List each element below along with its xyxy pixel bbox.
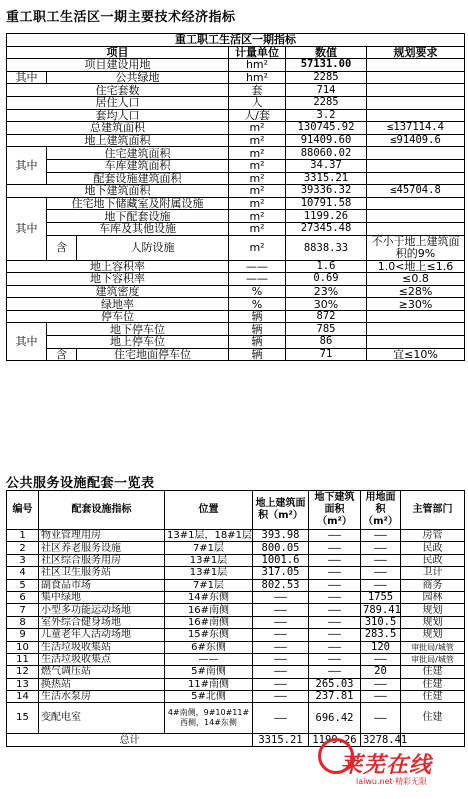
row-value: 714: [286, 84, 367, 97]
table-row: [7, 554, 465, 566]
row-label: 地下建筑面积: [7, 185, 229, 198]
row-below-area: ——: [309, 616, 361, 628]
row-above-area: ——: [253, 641, 309, 653]
table-row: [7, 348, 465, 361]
row-land-area: ——: [361, 653, 401, 665]
watermark-brand: 莱芜在线: [340, 753, 433, 778]
row-label: 居住人口: [7, 96, 229, 109]
total-land-area: 3278.41: [361, 734, 401, 746]
table-row: [7, 530, 465, 542]
row-value: 872: [286, 310, 367, 323]
row-value: 91409.60: [286, 134, 367, 147]
row-facility: 燃气调压站: [39, 666, 165, 678]
row-no: 10: [7, 641, 39, 653]
row-value: 1199.26: [286, 210, 367, 223]
col-header-below-area: 地下建筑面积（m²）: [309, 491, 361, 530]
row-unit: 辆: [229, 323, 286, 336]
row-no: 11: [7, 653, 39, 665]
table-row: [7, 210, 465, 223]
row-below-area: 265.03: [309, 678, 361, 690]
row-label: 公共绿地: [47, 71, 229, 84]
table-row: [7, 122, 465, 135]
row-value: 0.69: [286, 273, 367, 286]
table-row: [7, 159, 465, 172]
row-facility: 换热站: [39, 678, 165, 690]
row-above-area: 802.53: [253, 579, 309, 591]
row-value: 30%: [286, 298, 367, 311]
table-row: [7, 323, 465, 336]
row-land-area: ——: [361, 579, 401, 591]
row-no: 14: [7, 691, 39, 703]
row-below-area: ——: [309, 579, 361, 591]
row-unit: %: [229, 285, 286, 298]
public-services-table: [6, 490, 465, 747]
row-requirement: ≤137114.4: [367, 122, 465, 135]
row-department: 房管: [401, 530, 465, 542]
row-requirement: ≤0.8: [367, 273, 465, 286]
row-unit: m²: [229, 122, 286, 135]
row-unit: %: [229, 298, 286, 311]
group-label: 其中: [7, 147, 47, 185]
table-row: [7, 691, 465, 703]
row-label: 地下容积率: [7, 273, 229, 286]
row-unit: m²: [229, 197, 286, 210]
row-label: 停车位: [7, 310, 229, 323]
row-location: ——: [165, 653, 253, 665]
row-below-area: ——: [309, 554, 361, 566]
table-row: [7, 71, 465, 84]
row-requirement: [367, 71, 465, 84]
table-row: [7, 629, 465, 641]
row-unit: ——: [229, 260, 286, 273]
public-services-body: [7, 530, 465, 734]
row-label: 地下停车位: [47, 323, 229, 336]
col-header-item: 项目: [7, 46, 229, 59]
row-unit: m²: [229, 147, 286, 160]
row-no: 6: [7, 591, 39, 603]
row-label: 人防设施: [77, 235, 229, 260]
table-row: [7, 298, 465, 311]
row-below-area: ——: [309, 604, 361, 616]
row-department: 规划: [401, 616, 465, 628]
total-below-area: 1199.26: [309, 734, 361, 746]
row-facility: 物业管理用房: [39, 530, 165, 542]
row-value: 2285: [286, 71, 367, 84]
row-requirement: ≤28%: [367, 285, 465, 298]
row-requirement: [367, 210, 465, 223]
table-row: [7, 666, 465, 678]
row-requirement: [367, 323, 465, 336]
row-unit: ——: [229, 273, 286, 286]
row-no: 1: [7, 530, 39, 542]
group-label: 其中: [7, 323, 47, 361]
row-department: 规划: [401, 604, 465, 616]
row-unit: hm²: [229, 59, 286, 72]
table-row: [7, 185, 465, 198]
row-no: 15: [7, 703, 39, 734]
row-below-area: 696.42: [309, 703, 361, 734]
row-no: 2: [7, 542, 39, 554]
row-label: 住宅地面停车位: [77, 348, 229, 361]
row-value: 2285: [286, 96, 367, 109]
row-requirement: [367, 159, 465, 172]
row-department: 规划: [401, 629, 465, 641]
table-row: [7, 197, 465, 210]
row-value: 27345.48: [286, 222, 367, 235]
row-value: 10791.58: [286, 197, 367, 210]
row-requirement: [367, 59, 465, 72]
table-row: [7, 134, 465, 147]
row-below-area: ——: [309, 666, 361, 678]
row-above-area: ——: [253, 666, 309, 678]
row-above-area: ——: [253, 678, 309, 690]
row-department: 商务: [401, 579, 465, 591]
row-value: 23%: [286, 285, 367, 298]
row-land-area: 20: [361, 666, 401, 678]
table-row: [7, 591, 465, 603]
row-above-area: ——: [253, 691, 309, 703]
row-above-area: ——: [253, 591, 309, 603]
table-row: [7, 59, 465, 72]
row-label: 建筑密度: [7, 285, 229, 298]
row-facility: 生活水泵房: [39, 691, 165, 703]
row-facility: 社区养老服务设施: [39, 542, 165, 554]
row-below-area: ——: [309, 530, 361, 542]
row-department: 卫计: [401, 567, 465, 579]
row-unit: 人: [229, 96, 286, 109]
row-facility: 生活垃圾收集点: [39, 653, 165, 665]
row-requirement: [367, 222, 465, 235]
row-value: 1.6: [286, 260, 367, 273]
row-unit: 套: [229, 84, 286, 97]
table-row: [7, 260, 465, 273]
table-row: [7, 273, 465, 286]
table-row: [7, 604, 465, 616]
row-below-area: ——: [309, 542, 361, 554]
row-label: 地上容积率: [7, 260, 229, 273]
col-header-land-area: 用地面积（m²）: [361, 491, 401, 530]
col-header-no: 编号: [7, 491, 39, 530]
row-department: 住建: [401, 691, 465, 703]
row-above-area: 800.05: [253, 542, 309, 554]
table-row: [7, 310, 465, 323]
table-caption-row: [7, 34, 465, 47]
row-location: 5#北侧: [165, 691, 253, 703]
row-land-area: 789.41: [361, 604, 401, 616]
table-row: [7, 285, 465, 298]
row-value: 57131.00: [286, 59, 367, 72]
total-label: 总计: [7, 734, 253, 746]
row-above-area: ——: [253, 653, 309, 665]
row-requirement: ≤91409.6: [367, 134, 465, 147]
row-unit: m²: [229, 222, 286, 235]
watermark-subtitle: laiwu.net·精彩无限: [356, 777, 428, 786]
row-requirement: [367, 197, 465, 210]
row-below-area: ——: [309, 653, 361, 665]
row-label: 项目建设用地: [7, 59, 229, 72]
row-location: 11#南侧: [165, 678, 253, 690]
table-row: [7, 678, 465, 690]
row-location: 13#1层: [165, 554, 253, 566]
row-unit: m²: [229, 210, 286, 223]
row-value: 785: [286, 323, 367, 336]
row-below-area: ——: [309, 591, 361, 603]
row-label: 套均人口: [7, 109, 229, 122]
table-header-row: [7, 46, 465, 59]
table-row: [7, 703, 465, 734]
row-value: 3315.21: [286, 172, 367, 185]
row-land-area: 310.5: [361, 616, 401, 628]
table-row: [7, 147, 465, 160]
row-requirement: [367, 84, 465, 97]
row-location: 14#东侧: [165, 591, 253, 603]
row-land-area: ——: [361, 530, 401, 542]
row-land-area: ——: [361, 554, 401, 566]
row-label: 车库及其他设施: [47, 222, 229, 235]
col-header-above-area: 地上建筑面积（m²）: [253, 491, 309, 530]
row-unit: m²: [229, 159, 286, 172]
row-above-area: 317.05: [253, 567, 309, 579]
row-department: 民政: [401, 554, 465, 566]
row-value: 8838.33: [286, 235, 367, 260]
row-facility: 变配电室: [39, 703, 165, 734]
row-no: 9: [7, 629, 39, 641]
table-total-row: [7, 734, 465, 746]
row-unit: hm²: [229, 71, 286, 84]
table-row: [7, 641, 465, 653]
table-row: [7, 616, 465, 628]
row-facility: 社区卫生服务站: [39, 567, 165, 579]
row-requirement: [367, 172, 465, 185]
row-land-area: 120: [361, 641, 401, 653]
table-row: [7, 109, 465, 122]
section-title-public-services: 公共服务设施配套一览表: [6, 476, 155, 491]
row-land-area: ——: [361, 542, 401, 554]
row-label: 地上建筑面积: [7, 134, 229, 147]
row-location: 13#1层，18#1层: [165, 530, 253, 542]
row-requirement: [367, 96, 465, 109]
row-land-area: 1755: [361, 591, 401, 603]
row-value: 3.2: [286, 109, 367, 122]
row-location: 13#1层: [165, 567, 253, 579]
group-label: 其中: [7, 71, 47, 84]
col-header-department: 主管部门: [401, 491, 465, 530]
col-header-requirement: 规划要求: [367, 46, 465, 59]
row-requirement: 不小于地上建筑面积的9%: [367, 235, 465, 260]
row-label: 车库建筑面积: [47, 159, 229, 172]
row-label: 地下配套设施: [47, 210, 229, 223]
tech-indicator-table: [6, 33, 465, 361]
row-label: 配套设施建筑面积: [47, 172, 229, 185]
row-location: 15#东侧: [165, 629, 253, 641]
row-facility: 社区综合服务用房: [39, 554, 165, 566]
row-no: 8: [7, 616, 39, 628]
row-land-area: ——: [361, 703, 401, 734]
total-above-area: 3315.21: [253, 734, 309, 746]
row-value: 130745.92: [286, 122, 367, 135]
row-department: 园林: [401, 591, 465, 603]
row-value: 88060.02: [286, 147, 367, 160]
row-department: 住建: [401, 666, 465, 678]
row-label: 绿地率: [7, 298, 229, 311]
row-above-area: ——: [253, 616, 309, 628]
row-requirement: 宜≤10%: [367, 348, 465, 361]
sub-group-label: 含: [47, 235, 77, 260]
row-below-area: ——: [309, 641, 361, 653]
row-requirement: [367, 310, 465, 323]
row-department: 民政: [401, 542, 465, 554]
table-row: [7, 653, 465, 665]
row-no: 3: [7, 554, 39, 566]
row-requirement: 1.0<地上≤1.6: [367, 260, 465, 273]
row-value: 71: [286, 348, 367, 361]
table-row: [7, 222, 465, 235]
row-unit: 辆: [229, 336, 286, 349]
row-requirement: ≥30%: [367, 298, 465, 311]
row-unit: m²: [229, 134, 286, 147]
row-land-area: ——: [361, 691, 401, 703]
row-location: 5#南侧: [165, 666, 253, 678]
row-below-area: ——: [309, 629, 361, 641]
row-facility: 小型多功能运动场地: [39, 604, 165, 616]
row-value: 34.37: [286, 159, 367, 172]
sub-group-label: 含: [47, 348, 77, 361]
row-land-area: ——: [361, 567, 401, 579]
table-row: [7, 96, 465, 109]
col-header-unit: 计量单位: [229, 46, 286, 59]
row-land-area: 283.5: [361, 629, 401, 641]
row-requirement: [367, 109, 465, 122]
row-above-area: 393.98: [253, 530, 309, 542]
row-below-area: 237.81: [309, 691, 361, 703]
row-above-area: ——: [253, 629, 309, 641]
table-row: [7, 235, 465, 260]
row-department: 审批局/城管: [401, 653, 465, 665]
table-row: [7, 542, 465, 554]
row-unit: m²: [229, 172, 286, 185]
col-header-facility: 配套设施指标: [39, 491, 165, 530]
row-unit: m²: [229, 185, 286, 198]
col-header-value: 数值: [286, 46, 367, 59]
row-location: 16#南侧: [165, 604, 253, 616]
row-facility: 儿童老年人活动场地: [39, 629, 165, 641]
row-unit: 辆: [229, 310, 286, 323]
row-above-area: ——: [253, 703, 309, 734]
row-above-area: ——: [253, 604, 309, 616]
row-land-area: ——: [361, 678, 401, 690]
row-unit: 辆: [229, 348, 286, 361]
row-location: 7#1层: [165, 579, 253, 591]
col-header-location: 位置: [165, 491, 253, 530]
row-unit: m²: [229, 235, 286, 260]
row-facility: 副食品市场: [39, 579, 165, 591]
table-row: [7, 336, 465, 349]
row-facility: 生活垃圾收集站: [39, 641, 165, 653]
table-row: [7, 579, 465, 591]
row-label: 总建筑面积: [7, 122, 229, 135]
table-row: [7, 84, 465, 97]
row-requirement: [367, 336, 465, 349]
row-value: 39336.32: [286, 185, 367, 198]
row-label: 住宅套数: [7, 84, 229, 97]
row-location: 6#东侧: [165, 641, 253, 653]
table-caption: 重工职工生活区一期指标: [7, 34, 465, 47]
table-header-row: [7, 491, 465, 530]
table-row: [7, 172, 465, 185]
row-no: 5: [7, 579, 39, 591]
row-no: 12: [7, 666, 39, 678]
row-no: 13: [7, 678, 39, 690]
row-label: 住宅地下储藏室及附属设施: [47, 197, 229, 210]
row-above-area: 1001.6: [253, 554, 309, 566]
group-label: 其中: [7, 197, 47, 260]
row-location: 7#1层: [165, 542, 253, 554]
row-unit: 人/套: [229, 109, 286, 122]
row-department: 住建: [401, 703, 465, 734]
row-department: 住建: [401, 678, 465, 690]
row-below-area: ——: [309, 567, 361, 579]
row-label: 地上停车位: [47, 336, 229, 349]
row-facility: 室外综合健身场地: [39, 616, 165, 628]
row-value: 86: [286, 336, 367, 349]
row-label: 住宅建筑面积: [47, 147, 229, 160]
row-no: 7: [7, 604, 39, 616]
row-requirement: [367, 147, 465, 160]
row-location: 16#南侧: [165, 616, 253, 628]
row-location: 4#南侧，9#10#11#西侧，14#东侧: [165, 703, 253, 734]
page-title: 重工职工生活区一期主要技术经济指标: [6, 10, 236, 25]
row-facility: 集中绿地: [39, 591, 165, 603]
row-requirement: ≤45704.8: [367, 185, 465, 198]
total-department: [401, 734, 465, 746]
row-department: 审批局/城管: [401, 641, 465, 653]
table-row: [7, 567, 465, 579]
row-no: 4: [7, 567, 39, 579]
